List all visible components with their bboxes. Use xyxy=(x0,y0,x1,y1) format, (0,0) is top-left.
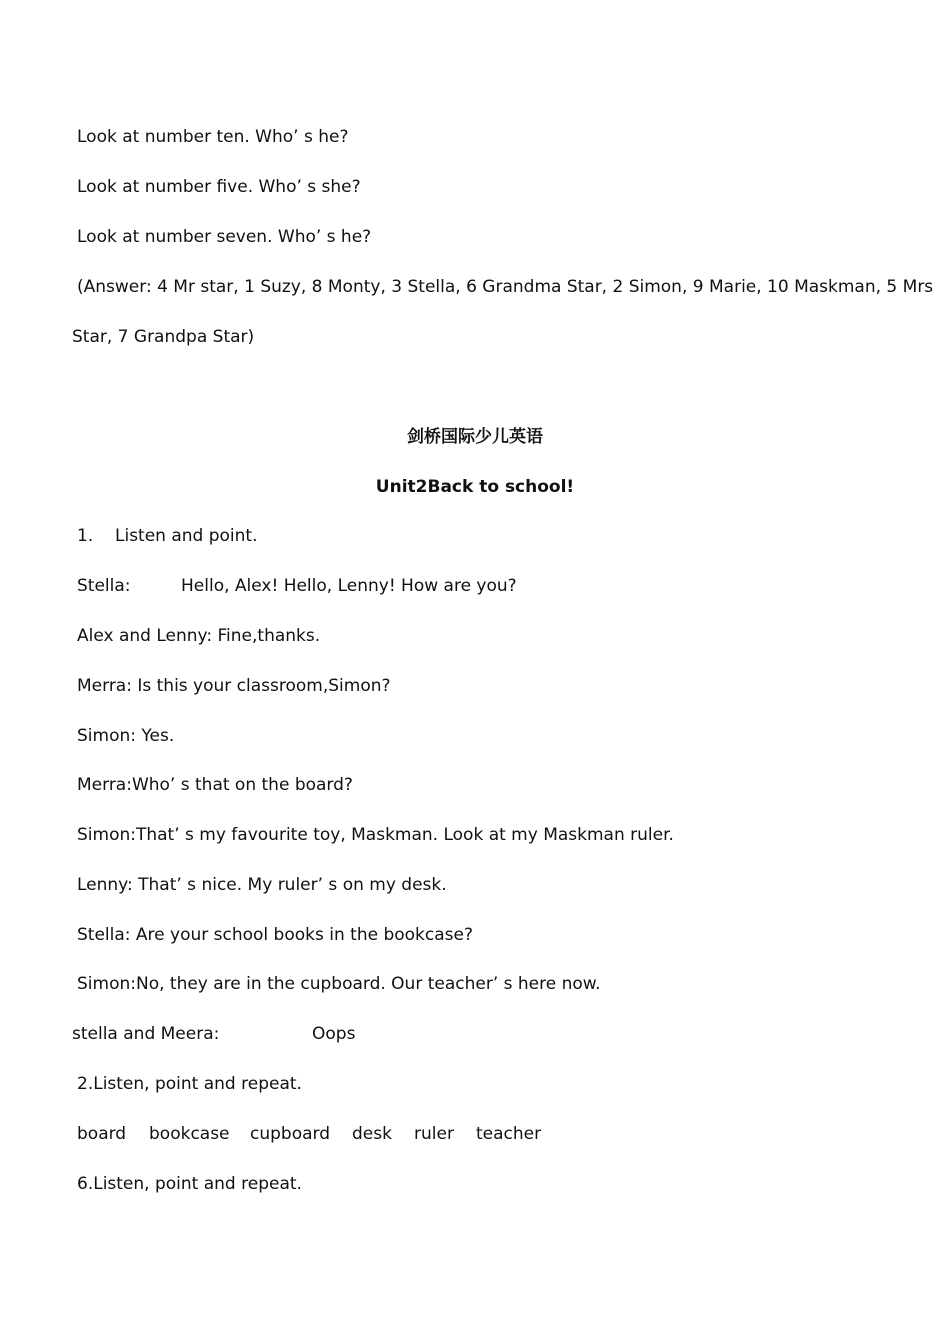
dialogue-line-stella-meera xyxy=(72,1024,355,1044)
vocab-word: ruler xyxy=(414,1124,454,1144)
section-1-number: 1. xyxy=(77,526,94,546)
vocab-word: cupboard xyxy=(250,1124,331,1144)
section-2-heading: 2.Listen, point and repeat. xyxy=(77,1074,302,1094)
vocab-word: desk xyxy=(352,1124,392,1144)
dialogue-line: Simon: Yes. xyxy=(77,726,175,746)
dialogue-speaker-stella: Stella: xyxy=(77,576,131,596)
section-6-heading: 6.Listen, point and repeat. xyxy=(77,1174,302,1194)
dialogue-text-oops: Oops xyxy=(312,1024,356,1044)
heading-unit: Unit2Back to school! xyxy=(375,477,575,497)
vocab-word: bookcase xyxy=(149,1124,230,1144)
vocabulary-row xyxy=(77,1124,541,1144)
dialogue-line: Alex and Lenny: Fine,thanks. xyxy=(77,626,321,646)
dialogue-line-stella xyxy=(77,576,517,596)
answer-line-1: (Answer: 4 Mr star, 1 Suzy, 8 Monty, 3 Stella, 6 Grandma Star, 2 Simon, 9 Marie, 10 Maskman, 5 Mrs xyxy=(77,277,934,297)
question-line-ten: Look at number ten. Who’ s he? xyxy=(77,127,349,147)
dialogue-text-stella: Hello, Alex! Hello, Lenny! How are you? xyxy=(181,576,517,596)
dialogue-speaker-stella-meera: stella and Meera: xyxy=(72,1024,220,1044)
vocab-word: board xyxy=(77,1124,127,1144)
dialogue-line: Merra: Is this your classroom,Simon? xyxy=(77,676,391,696)
vocab-word: teacher xyxy=(476,1124,542,1144)
question-line-five: Look at number five. Who’ s she? xyxy=(77,177,361,197)
dialogue-line: Simon:That’ s my favourite toy, Maskman. Look at my Maskman ruler. xyxy=(77,825,674,845)
section-1-heading xyxy=(77,526,258,546)
question-line-seven: Look at number seven. Who’ s he? xyxy=(77,227,372,247)
dialogue-line: Merra:Who’ s that on the board? xyxy=(77,775,353,795)
dialogue-line: Stella: Are your school books in the bookcase? xyxy=(77,925,473,945)
section-1-title: Listen and point. xyxy=(115,526,258,546)
dialogue-line: Lenny: That’ s nice. My ruler’ s on my desk. xyxy=(77,875,447,895)
heading-chinese: 剑桥国际少儿英语 xyxy=(407,427,543,447)
dialogue-line: Simon:No, they are in the cupboard. Our teacher’ s here now. xyxy=(77,974,601,994)
answer-line-2: Star, 7 Grandpa Star) xyxy=(72,327,255,347)
